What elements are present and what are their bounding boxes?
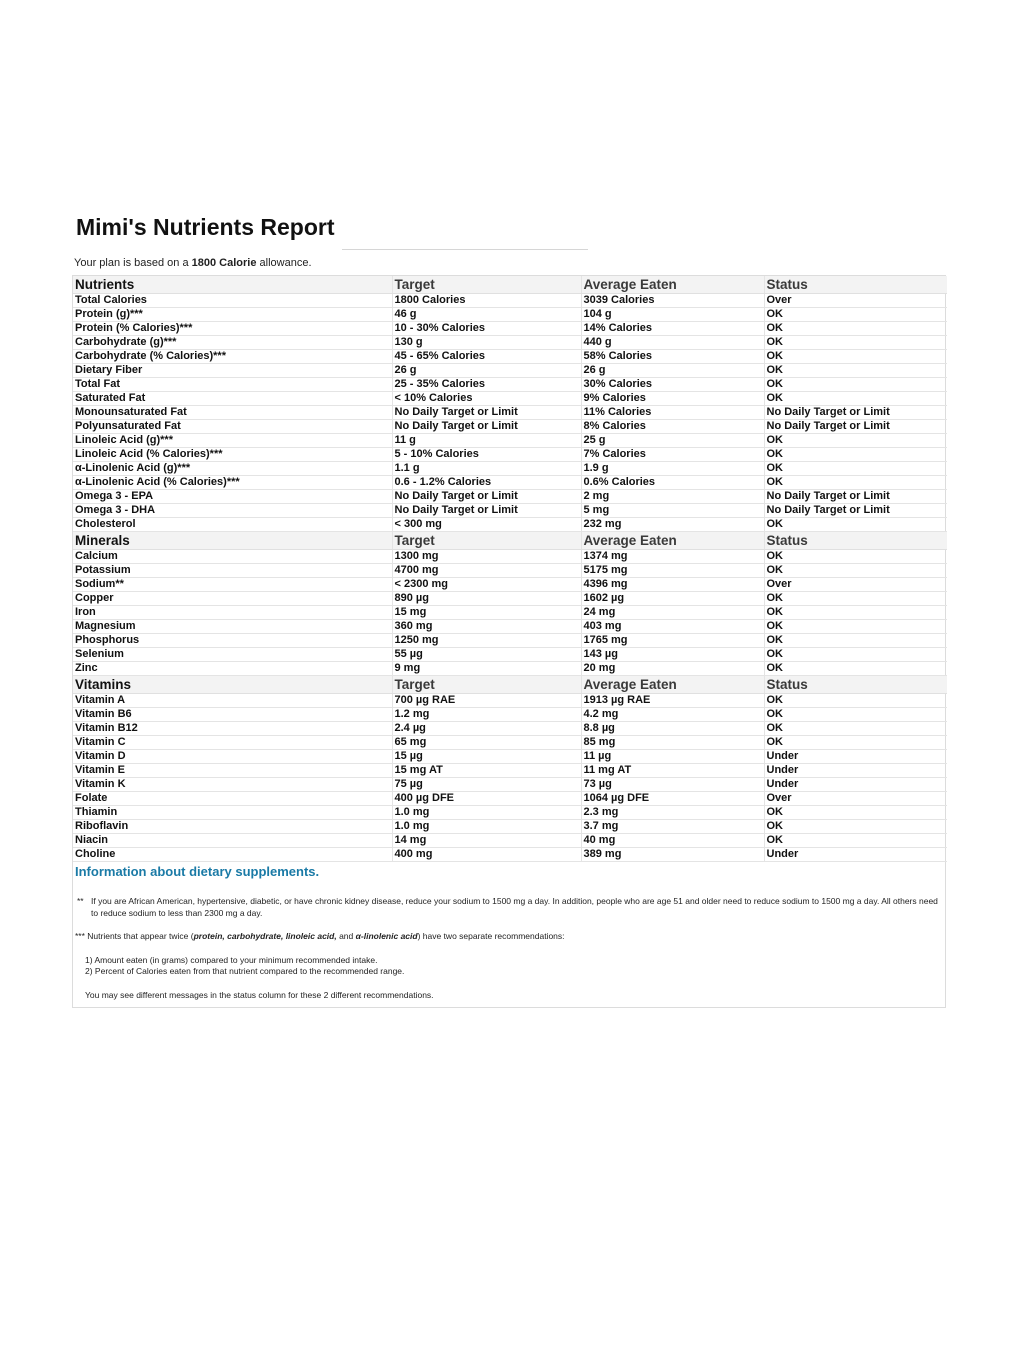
status-value: OK — [764, 462, 947, 476]
status-value: OK — [764, 722, 947, 736]
average-eaten-value: 24 mg — [581, 606, 764, 620]
target-value: 1300 mg — [392, 550, 581, 564]
column-header-status: Status — [764, 276, 947, 294]
status-value: OK — [764, 336, 947, 350]
table-row — [73, 848, 947, 862]
status-value: OK — [764, 378, 947, 392]
table-row — [73, 834, 947, 848]
average-eaten-value: 58% Calories — [581, 350, 764, 364]
average-eaten-value: 3.7 mg — [581, 820, 764, 834]
column-header-average-eaten: Average Eaten — [581, 676, 764, 694]
target-value: 75 µg — [392, 778, 581, 792]
average-eaten-value: 4.2 mg — [581, 708, 764, 722]
target-value: < 300 mg — [392, 518, 581, 532]
target-value: 130 g — [392, 336, 581, 350]
status-value: OK — [764, 364, 947, 378]
status-value: OK — [764, 708, 947, 722]
average-eaten-value: 1913 µg RAE — [581, 694, 764, 708]
target-value: 46 g — [392, 308, 581, 322]
target-value: 55 µg — [392, 648, 581, 662]
target-value: 15 µg — [392, 750, 581, 764]
allowance-value: 1800 Calorie — [191, 257, 257, 269]
average-eaten-value: 8% Calories — [581, 420, 764, 434]
status-value: OK — [764, 806, 947, 820]
report-title: Mimi's Nutrients Report — [76, 214, 335, 240]
table-row — [73, 634, 947, 648]
status-value: OK — [764, 662, 947, 676]
table-row — [73, 476, 947, 490]
twice-prefix: *** Nutrients that appear twice ( — [75, 931, 194, 941]
target-value: 4700 mg — [392, 564, 581, 578]
dietary-supplements-link[interactable]: Information about dietary supplements. — [75, 864, 320, 879]
table-row — [73, 806, 947, 820]
nutrients-table — [73, 276, 947, 862]
column-header-target: Target — [392, 532, 581, 550]
average-eaten-value: 2.3 mg — [581, 806, 764, 820]
average-eaten-value: 440 g — [581, 336, 764, 350]
table-row — [73, 336, 947, 350]
target-value: 890 µg — [392, 592, 581, 606]
nutrient-name: Iron — [73, 606, 392, 620]
report-table-container — [72, 275, 946, 1008]
average-eaten-value: 8.8 µg — [581, 722, 764, 736]
twice-suffix: ) have two separate recommendations: — [417, 931, 565, 941]
nutrient-name: Vitamin B12 — [73, 722, 392, 736]
table-row — [73, 606, 947, 620]
average-eaten-value: 25 g — [581, 434, 764, 448]
table-row — [73, 722, 947, 736]
nutrient-name: Calcium — [73, 550, 392, 564]
nutrient-name: Magnesium — [73, 620, 392, 634]
nutrient-name: Polyunsaturated Fat — [73, 420, 392, 434]
nutrient-name: Vitamin E — [73, 764, 392, 778]
nutrient-name: Phosphorus — [73, 634, 392, 648]
status-value: OK — [764, 736, 947, 750]
table-row — [73, 620, 947, 634]
target-value: 5 - 10% Calories — [392, 448, 581, 462]
target-value: 15 mg — [392, 606, 581, 620]
table-row — [73, 820, 947, 834]
section-title: Nutrients — [73, 276, 392, 294]
nutrient-name: Vitamin B6 — [73, 708, 392, 722]
target-value: No Daily Target or Limit — [392, 490, 581, 504]
target-value: 400 µg DFE — [392, 792, 581, 806]
status-value: OK — [764, 350, 947, 364]
status-value: No Daily Target or Limit — [764, 490, 947, 504]
target-value: 15 mg AT — [392, 764, 581, 778]
column-header-average-eaten: Average Eaten — [581, 276, 764, 294]
table-row — [73, 792, 947, 806]
target-value: 1.1 g — [392, 462, 581, 476]
average-eaten-value: 30% Calories — [581, 378, 764, 392]
nutrient-name: Thiamin — [73, 806, 392, 820]
status-value: Under — [764, 764, 947, 778]
table-row — [73, 294, 947, 308]
average-eaten-value: 2 mg — [581, 490, 764, 504]
table-row — [73, 750, 947, 764]
table-row — [73, 490, 947, 504]
nutrient-name: Dietary Fiber — [73, 364, 392, 378]
target-value: 360 mg — [392, 620, 581, 634]
average-eaten-value: 85 mg — [581, 736, 764, 750]
average-eaten-value: 1374 mg — [581, 550, 764, 564]
recommendation-item-2: 2) Percent of Calories eaten from that nutrient compared to the recommended range. — [85, 966, 405, 976]
target-value: No Daily Target or Limit — [392, 406, 581, 420]
status-value: Over — [764, 294, 947, 308]
column-header-average-eaten: Average Eaten — [581, 532, 764, 550]
nutrient-name: Omega 3 - DHA — [73, 504, 392, 518]
section-header-row — [73, 532, 947, 550]
average-eaten-value: 143 µg — [581, 648, 764, 662]
nutrient-name: Linoleic Acid (% Calories)*** — [73, 448, 392, 462]
average-eaten-value: 9% Calories — [581, 392, 764, 406]
average-eaten-value: 5 mg — [581, 504, 764, 518]
nutrient-name: Linoleic Acid (g)*** — [73, 434, 392, 448]
table-row — [73, 648, 947, 662]
target-value: 25 - 35% Calories — [392, 378, 581, 392]
nutrient-name: Folate — [73, 792, 392, 806]
sodium-footnote — [77, 896, 945, 919]
nutrient-name: Protein (% Calories)*** — [73, 322, 392, 336]
nutrient-name: Protein (g)*** — [73, 308, 392, 322]
sodium-footnote-text: If you are African American, hypertensive, diabetic, or have chronic kidney disease, reduce your sodium to 1500 mg a day. In addition, people who are age 51 and older need to reduce sodium to 1500 mg a day. All others need to reduce sodium to less than 2300 mg a day. — [91, 896, 938, 918]
nutrient-name: Choline — [73, 848, 392, 862]
status-value: OK — [764, 550, 947, 564]
table-row — [73, 518, 947, 532]
status-value: OK — [764, 834, 947, 848]
twice-footnote — [75, 931, 945, 943]
twice-bold-2: α-linolenic acid — [355, 931, 418, 941]
section-header-row — [73, 676, 947, 694]
target-value: 1.2 mg — [392, 708, 581, 722]
section-title: Minerals — [73, 532, 392, 550]
target-value: No Daily Target or Limit — [392, 420, 581, 434]
nutrient-name: Total Fat — [73, 378, 392, 392]
target-value: No Daily Target or Limit — [392, 504, 581, 518]
average-eaten-value: 14% Calories — [581, 322, 764, 336]
target-value: < 10% Calories — [392, 392, 581, 406]
table-row — [73, 378, 947, 392]
status-value: OK — [764, 564, 947, 578]
nutrient-name: Riboflavin — [73, 820, 392, 834]
status-value: Over — [764, 578, 947, 592]
status-value: OK — [764, 648, 947, 662]
nutrient-name: Monounsaturated Fat — [73, 406, 392, 420]
target-value: 9 mg — [392, 662, 581, 676]
average-eaten-value: 3039 Calories — [581, 294, 764, 308]
table-row — [73, 662, 947, 676]
nutrient-name: Total Calories — [73, 294, 392, 308]
status-value: OK — [764, 322, 947, 336]
twice-and: and — [336, 931, 356, 941]
status-value: No Daily Target or Limit — [764, 504, 947, 518]
title-divider — [342, 249, 588, 250]
nutrient-name: Omega 3 - EPA — [73, 490, 392, 504]
status-value: OK — [764, 592, 947, 606]
average-eaten-value: 4396 mg — [581, 578, 764, 592]
target-value: 14 mg — [392, 834, 581, 848]
target-value: 1250 mg — [392, 634, 581, 648]
average-eaten-value: 104 g — [581, 308, 764, 322]
target-value: 10 - 30% Calories — [392, 322, 581, 336]
nutrient-name: Copper — [73, 592, 392, 606]
section-title: Vitamins — [73, 676, 392, 694]
target-value: 0.6 - 1.2% Calories — [392, 476, 581, 490]
nutrient-name: Vitamin K — [73, 778, 392, 792]
column-header-target: Target — [392, 676, 581, 694]
status-value: No Daily Target or Limit — [764, 420, 947, 434]
nutrient-name: Carbohydrate (% Calories)*** — [73, 350, 392, 364]
footnotes — [73, 896, 945, 1001]
table-row — [73, 564, 947, 578]
recommendation-item-1: 1) Amount eaten (in grams) compared to your minimum recommended intake. — [85, 954, 378, 965]
target-value: 400 mg — [392, 848, 581, 862]
table-row — [73, 550, 947, 564]
table-row — [73, 434, 947, 448]
status-value: OK — [764, 476, 947, 490]
target-value: 11 g — [392, 434, 581, 448]
report-header — [72, 214, 946, 252]
status-value: OK — [764, 606, 947, 620]
table-row — [73, 406, 947, 420]
average-eaten-value: 11% Calories — [581, 406, 764, 420]
nutrient-name: Vitamin D — [73, 750, 392, 764]
status-value: OK — [764, 634, 947, 648]
status-value: No Daily Target or Limit — [764, 406, 947, 420]
table-row — [73, 448, 947, 462]
table-row — [73, 308, 947, 322]
average-eaten-value: 232 mg — [581, 518, 764, 532]
table-row — [73, 736, 947, 750]
average-eaten-value: 73 µg — [581, 778, 764, 792]
allowance-suffix: allowance. — [256, 257, 312, 269]
status-value: OK — [764, 620, 947, 634]
status-value: Under — [764, 778, 947, 792]
average-eaten-value: 1064 µg DFE — [581, 792, 764, 806]
table-row — [73, 694, 947, 708]
table-row — [73, 708, 947, 722]
nutrient-name: Niacin — [73, 834, 392, 848]
nutrient-name: α-Linolenic Acid (% Calories)*** — [73, 476, 392, 490]
target-value: 1800 Calories — [392, 294, 581, 308]
table-row — [73, 350, 947, 364]
column-header-status: Status — [764, 532, 947, 550]
status-value: OK — [764, 820, 947, 834]
nutrient-name: Sodium** — [73, 578, 392, 592]
status-value: Under — [764, 750, 947, 764]
table-row — [73, 462, 947, 476]
status-value: Under — [764, 848, 947, 862]
target-value: 26 g — [392, 364, 581, 378]
status-value: OK — [764, 694, 947, 708]
nutrient-name: α-Linolenic Acid (g)*** — [73, 462, 392, 476]
recommendation-list — [85, 955, 945, 978]
average-eaten-value: 0.6% Calories — [581, 476, 764, 490]
status-note: You may see different messages in the status column for these 2 different recommendations. — [85, 989, 434, 1000]
average-eaten-value: 11 mg AT — [581, 764, 764, 778]
average-eaten-value: 1765 mg — [581, 634, 764, 648]
average-eaten-value: 11 µg — [581, 750, 764, 764]
table-row — [73, 420, 947, 434]
calorie-allowance-text — [74, 257, 946, 275]
nutrients-report — [72, 214, 946, 1008]
average-eaten-value: 1602 µg — [581, 592, 764, 606]
average-eaten-value: 7% Calories — [581, 448, 764, 462]
average-eaten-value: 20 mg — [581, 662, 764, 676]
average-eaten-value: 1.9 g — [581, 462, 764, 476]
target-value: 45 - 65% Calories — [392, 350, 581, 364]
table-row — [73, 364, 947, 378]
nutrient-name: Zinc — [73, 662, 392, 676]
status-value: OK — [764, 308, 947, 322]
table-row — [73, 322, 947, 336]
status-value: OK — [764, 392, 947, 406]
target-value: 1.0 mg — [392, 820, 581, 834]
table-row — [73, 592, 947, 606]
table-row — [73, 578, 947, 592]
nutrient-name: Potassium — [73, 564, 392, 578]
target-value: 65 mg — [392, 736, 581, 750]
column-header-target: Target — [392, 276, 581, 294]
average-eaten-value: 40 mg — [581, 834, 764, 848]
twice-bold: protein, carbohydrate, linoleic acid, — [193, 931, 337, 941]
table-row — [73, 504, 947, 518]
nutrient-name: Vitamin C — [73, 736, 392, 750]
status-value: OK — [764, 518, 947, 532]
table-row — [73, 778, 947, 792]
nutrient-name: Selenium — [73, 648, 392, 662]
section-header-row — [73, 276, 947, 294]
table-row — [73, 764, 947, 778]
average-eaten-value: 389 mg — [581, 848, 764, 862]
target-value: < 2300 mg — [392, 578, 581, 592]
target-value: 2.4 µg — [392, 722, 581, 736]
target-value: 1.0 mg — [392, 806, 581, 820]
target-value: 700 µg RAE — [392, 694, 581, 708]
status-value: OK — [764, 448, 947, 462]
nutrient-name: Vitamin A — [73, 694, 392, 708]
average-eaten-value: 5175 mg — [581, 564, 764, 578]
status-value: OK — [764, 434, 947, 448]
status-value: Over — [764, 792, 947, 806]
sodium-footnote-mark: ** — [77, 896, 84, 906]
nutrient-name: Carbohydrate (g)*** — [73, 336, 392, 350]
average-eaten-value: 26 g — [581, 364, 764, 378]
column-header-status: Status — [764, 676, 947, 694]
nutrient-name: Cholesterol — [73, 518, 392, 532]
nutrient-name: Saturated Fat — [73, 392, 392, 406]
allowance-prefix: Your plan is based on a — [74, 257, 192, 269]
table-row — [73, 392, 947, 406]
average-eaten-value: 403 mg — [581, 620, 764, 634]
